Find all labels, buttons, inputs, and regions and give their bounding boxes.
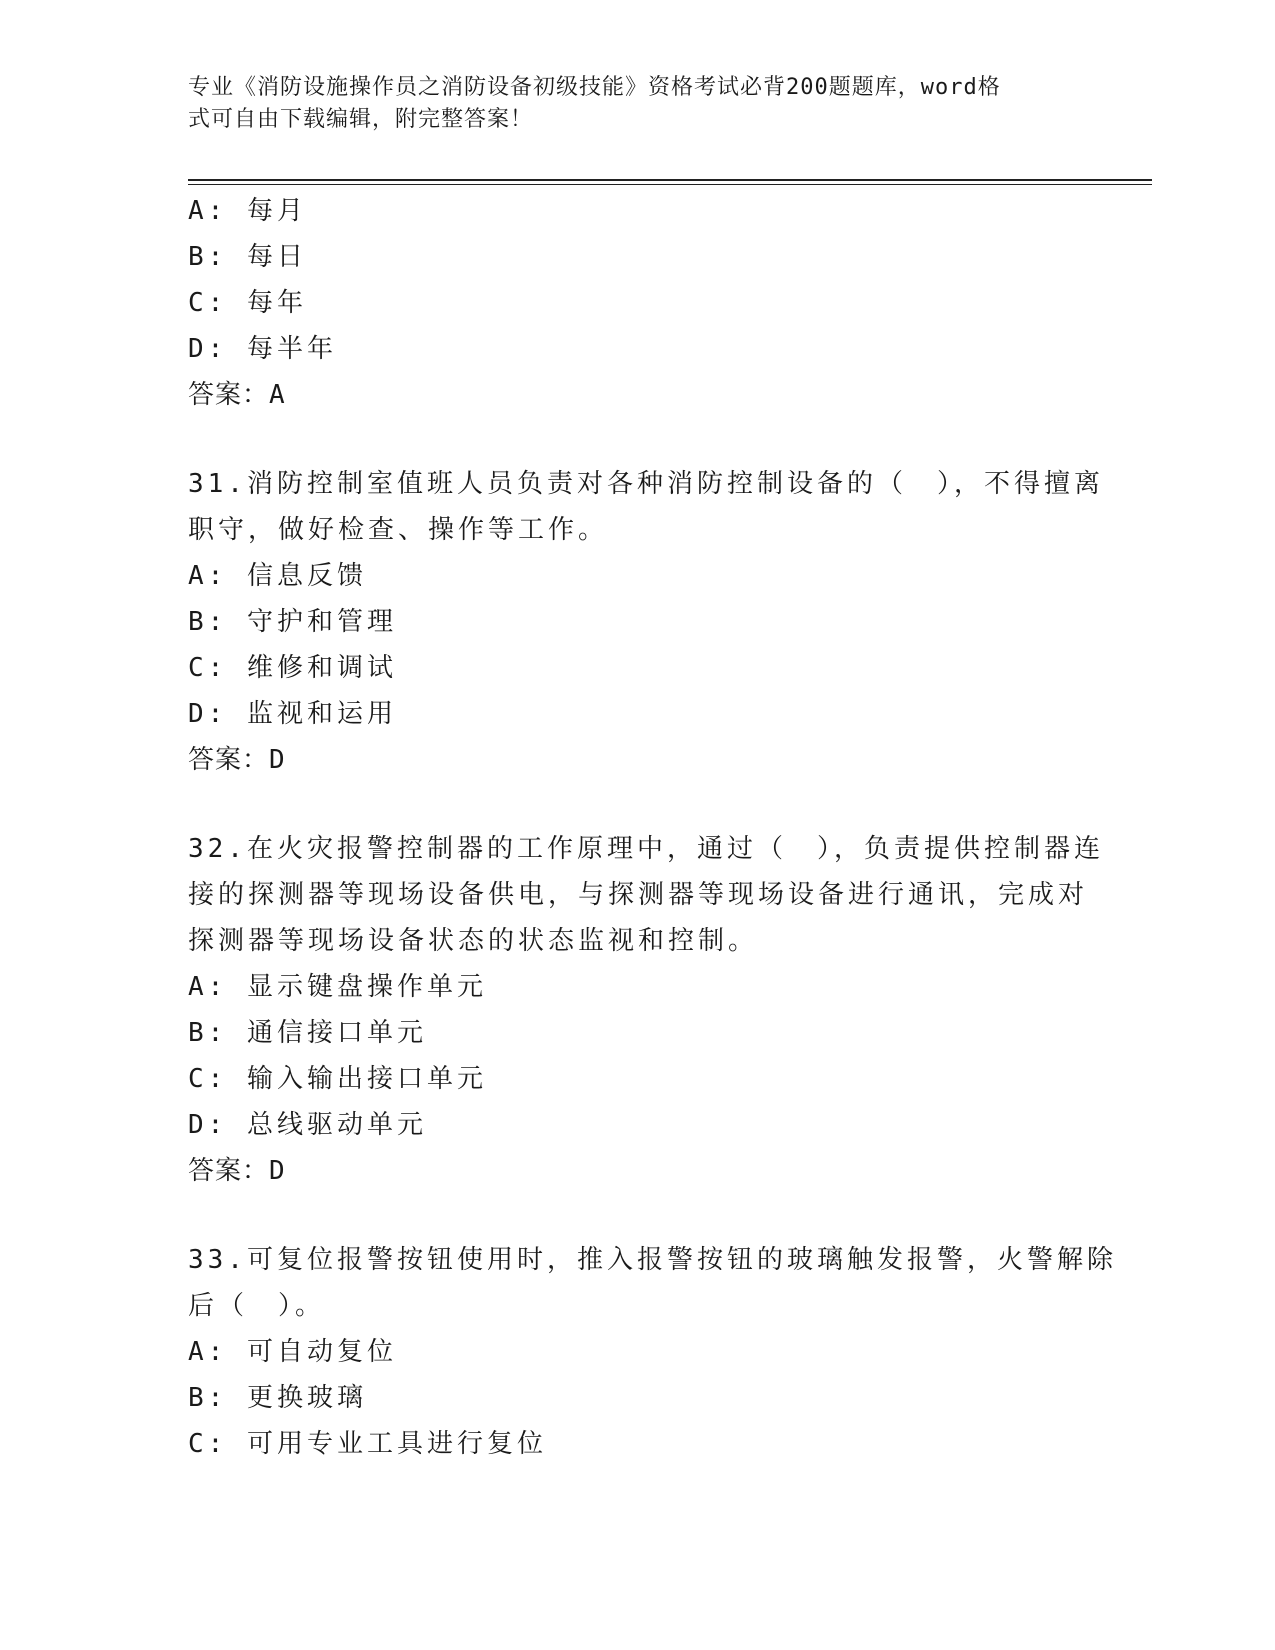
question-32 (188, 826, 1104, 1194)
option-b: B: 每日 (188, 242, 307, 272)
question-text: 接的探测器等现场设备供电，与探测器等现场设备进行通讯，完成对 (188, 880, 1089, 910)
answer: 答案：D (188, 1156, 286, 1186)
answer: 答案：A (188, 380, 286, 410)
option-b: B: 更换玻璃 (188, 1383, 367, 1413)
option-c: C: 可用专业工具进行复位 (188, 1429, 547, 1459)
spacer (188, 418, 1088, 461)
option-c: C: 输入输出接口单元 (188, 1064, 487, 1094)
option-a: A: 显示键盘操作单元 (188, 972, 487, 1002)
option-b: B: 守护和管理 (188, 607, 397, 637)
question-text: 31.消防控制室值班人员负责对各种消防控制设备的（ ），不得擅离 (188, 469, 1104, 499)
question-31 (188, 461, 1104, 783)
option-a: A: 每月 (188, 196, 307, 226)
option-a: A: 可自动复位 (188, 1337, 397, 1367)
header-rule-thin (188, 184, 1152, 185)
question-list (188, 188, 1117, 1467)
question-text: 探测器等现场设备状态的状态监视和控制。 (188, 926, 759, 956)
option-c: C: 维修和调试 (188, 653, 397, 683)
question-text: 职守，做好检查、操作等工作。 (188, 515, 609, 545)
header-rule-thick (188, 179, 1152, 181)
answer: 答案：D (188, 745, 286, 775)
option-a: A: 信息反馈 (188, 561, 367, 591)
question-text: 32.在火灾报警控制器的工作原理中，通过（ ），负责提供控制器连 (188, 834, 1104, 864)
question-33 (188, 1237, 1117, 1467)
option-d: D: 总线驱动单元 (188, 1110, 427, 1140)
question-30-tail (188, 188, 1088, 418)
option-b: B: 通信接口单元 (188, 1018, 427, 1048)
option-d: D: 每半年 (188, 334, 337, 364)
spacer (188, 1194, 1088, 1237)
option-c: C: 每年 (188, 288, 307, 318)
question-text: 33.可复位报警按钮使用时，推入报警按钮的玻璃触发报警，火警解除 (188, 1245, 1117, 1275)
header-line-2: 式可自由下载编辑，附完整答案！ (188, 107, 534, 132)
header-line-1: 专业《消防设施操作员之消防设备初级技能》资格考试必背200题题库，word格 (188, 75, 1001, 100)
question-text: 后（ ）。 (188, 1291, 326, 1321)
option-d: D: 监视和运用 (188, 699, 397, 729)
document-header (188, 72, 1068, 136)
spacer (188, 783, 1088, 826)
